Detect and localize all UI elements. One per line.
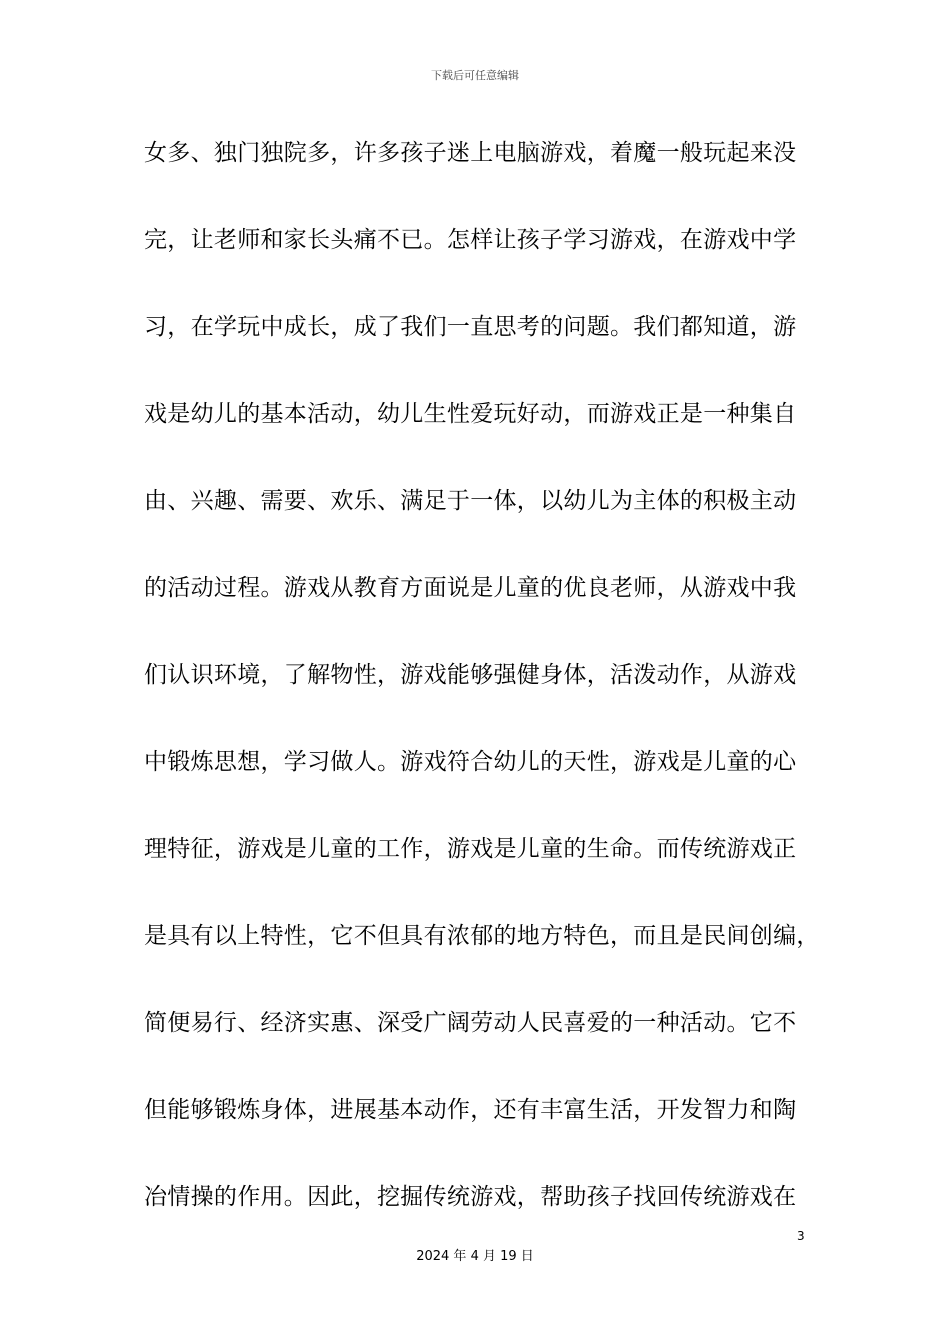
- text-line: 女多、独门独院多，许多孩子迷上电脑游戏，着魔一般玩起来没: [144, 140, 797, 166]
- text-line: 完，让老师和家长头痛不已。怎样让孩子学习游戏，在游戏中学: [144, 227, 797, 253]
- header-note: 下载后可任意编辑: [431, 69, 519, 82]
- text-line: 简便易行、经济实惠、深受广阔劳动人民喜爱的一种活动。它不: [144, 1010, 797, 1036]
- page-number: 3: [797, 1229, 805, 1243]
- text-line: 习，在学玩中成长，成了我们一直思考的问题。我们都知道，游: [144, 314, 797, 340]
- text-line: 戏是幼儿的基本活动，幼儿生性爱玩好动，而游戏正是一种集自: [144, 401, 797, 427]
- text-line: 是具有以上特性，它不但具有浓郁的地方特色，而且是民间创编，: [144, 923, 820, 949]
- body-text: [144, 120, 820, 1251]
- text-line: 的活动过程。游戏从教育方面说是儿童的优良老师，从游戏中我: [144, 575, 797, 601]
- footer-date: 2024 年 4 月 19 日: [416, 1249, 534, 1264]
- text-line: 由、兴趣、需要、欢乐、满足于一体，以幼儿为主体的积极主动: [144, 488, 797, 514]
- text-line: 冶情操的作用。因此，挖掘传统游戏，帮助孩子找回传统游戏在: [144, 1184, 797, 1210]
- text-line: 理特征，游戏是儿童的工作，游戏是儿童的生命。而传统游戏正: [144, 836, 797, 862]
- text-line: 们认识环境，了解物性，游戏能够强健身体，活泼动作，从游戏: [144, 662, 797, 688]
- text-line: 但能够锻炼身体，进展基本动作，还有丰富生活，开发智力和陶: [144, 1097, 797, 1123]
- text-line: 中锻炼思想，学习做人。游戏符合幼儿的天性，游戏是儿童的心: [144, 749, 797, 775]
